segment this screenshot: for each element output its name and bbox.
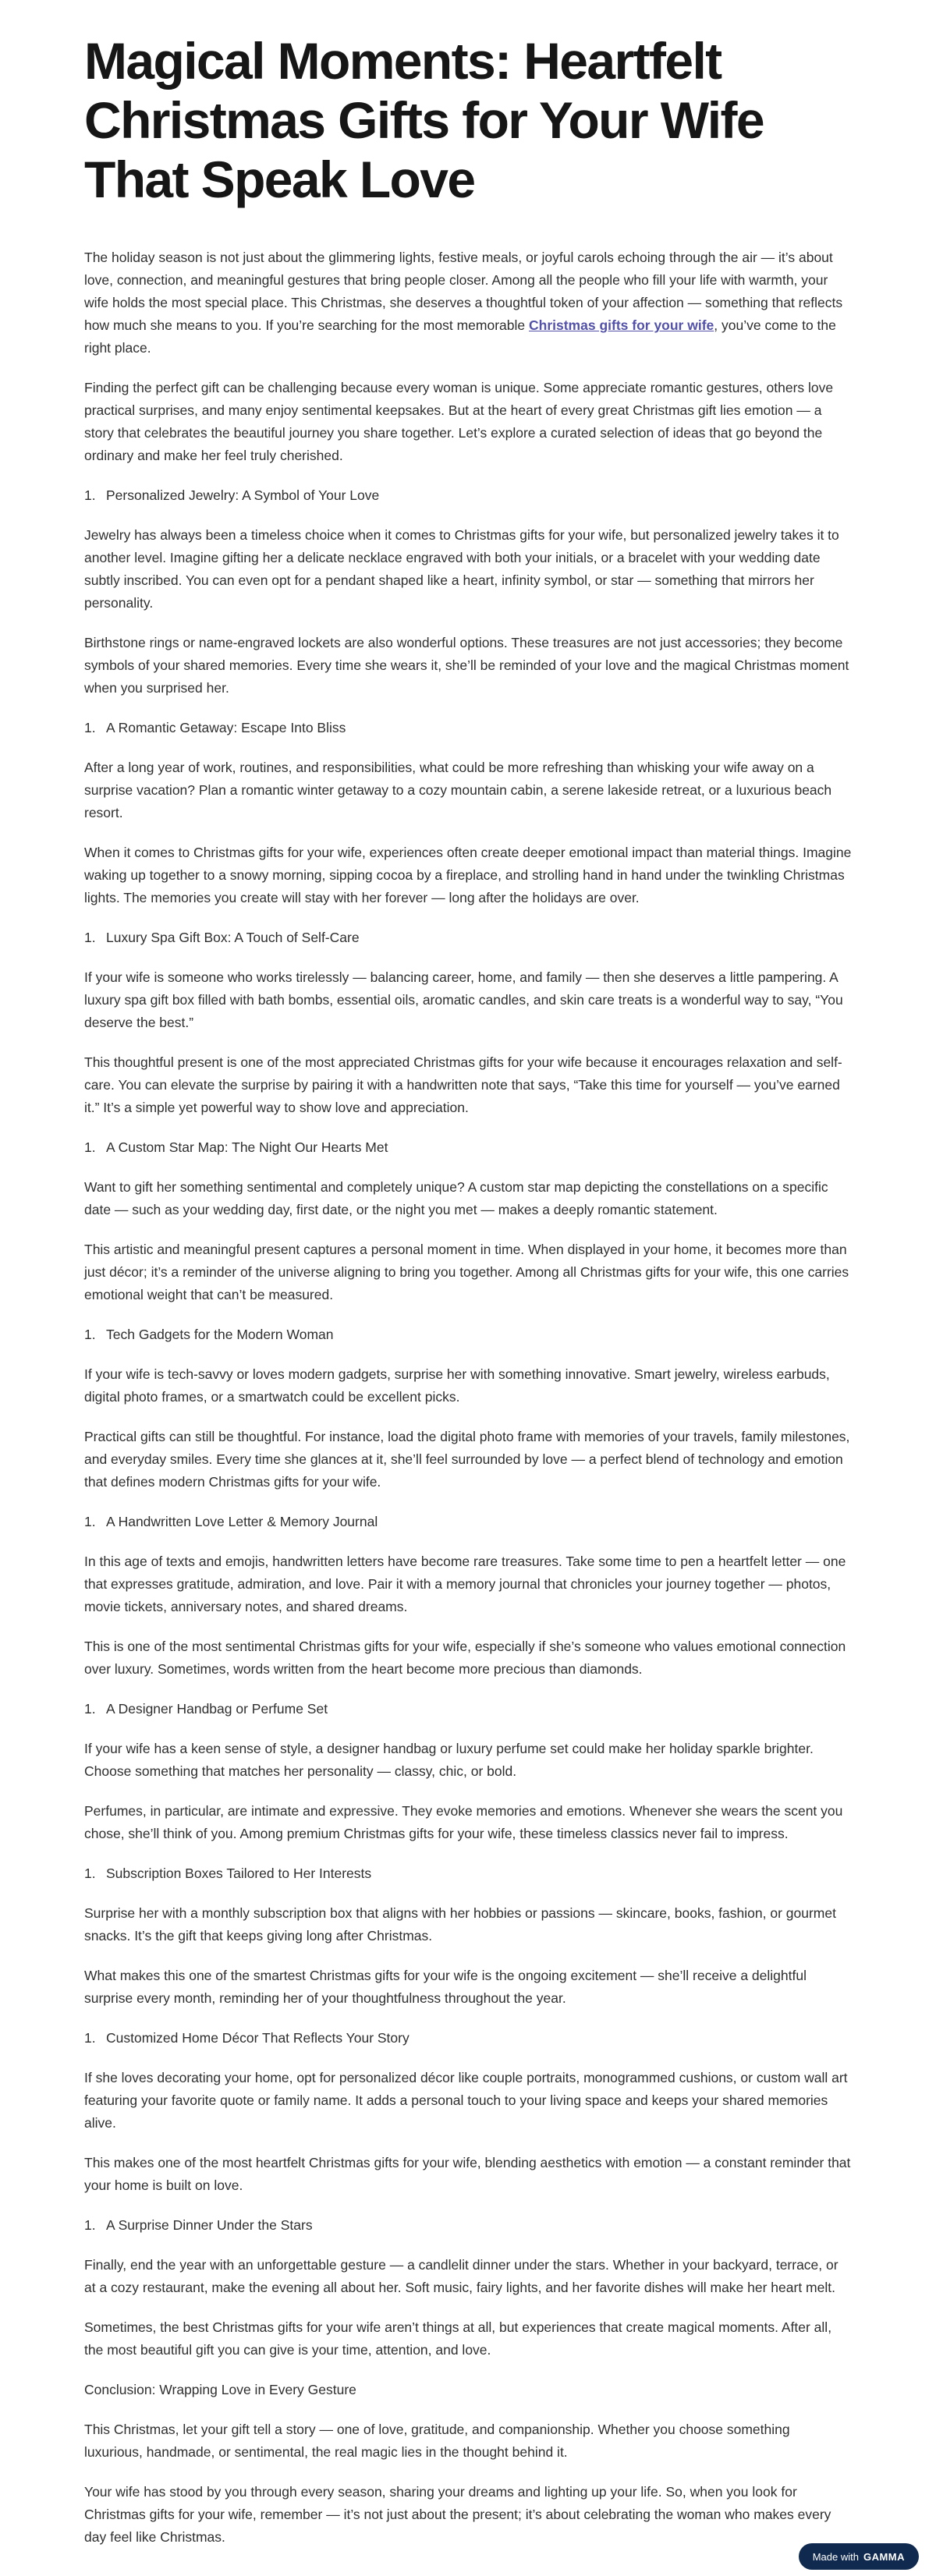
made-with-gamma-badge[interactable] <box>799 2543 919 2570</box>
list-number: 1. <box>84 487 96 503</box>
badge-prefix: Made with <box>812 2550 859 2563</box>
intro-text-after-link: , you’ve come to the right place. <box>84 317 836 356</box>
section-heading-handbag-perfume <box>84 1698 852 1720</box>
list-number: 1. <box>84 2030 96 2046</box>
section-heading-spa-gift-box <box>84 927 852 949</box>
article <box>84 31 852 2566</box>
section-paragraph: Practical gifts can still be thoughtful. For instance, load the digital photo frame with memories of your travels, family milestones, and everyday smiles. Every time she glances at it, she’ll feel surrounded by love — a perfect blend of technology and emotion that defines modern Christmas gifts for your wife. <box>84 1429 850 1490</box>
section-paragraph: This thoughtful present is one of the most appreciated Christmas gifts for your wife because it encourages relaxation and self-care. You can elevate the surprise by pairing it with a handwritten note that says, “Take this time for yourself — you’ve earned it.” It’s a simple yet powerful way to show love and appreciation. <box>84 1054 842 1115</box>
intro-paragraph-2: Finding the perfect gift can be challenging because every woman is unique. Some appreciate romantic gestures, others love practical surprises, and many enjoy sentimental keepsakes. But at the heart of every great Christmas gift lies emotion — a story that celebrates the beautiful journey you share together. Let’s explore a curated selection of ideas that go beyond the ordinary and make her feel truly cherished. <box>84 380 834 463</box>
section-heading-text: Subscription Boxes Tailored to Her Interests <box>106 1866 372 1881</box>
section-paragraph: This artistic and meaningful present captures a personal moment in time. When displayed in your home, it becomes more than just décor; it’s a reminder of the universe aligning to bring you together. Among all Christmas gifts for your wife, this one carries emotional weight that can’t be measured. <box>84 1242 849 1302</box>
section-paragraph: Perfumes, in particular, are intimate and expressive. They evoke memories and emotions. Whenever she wears the scent you chose, she’ll think of you. Among premium Christmas gifts for your wife, these timeless classics never fail to impress. <box>84 1803 843 1841</box>
section-heading-tech-gadgets <box>84 1323 852 1346</box>
christmas-gifts-link[interactable]: Christmas gifts for your wife <box>529 317 714 333</box>
section-paragraph: If your wife has a keen sense of style, a designer handbag or luxury perfume set could make her holiday sparkle brighter. Choose something that matches her personality — classy, chic, or bold. <box>84 1741 814 1779</box>
conclusion-heading: Conclusion: Wrapping Love in Every Gesture <box>84 2382 356 2397</box>
section-paragraph: What makes this one of the smartest Christmas gifts for your wife is the ongoing excitement — she’ll receive a delightful surprise every month, reminding her of your thoughtfulness throughout the year. <box>84 1968 807 2006</box>
section-heading-star-map <box>84 1136 852 1159</box>
section-heading-text: A Romantic Getaway: Escape Into Bliss <box>106 720 346 735</box>
section-heading-subscription-boxes <box>84 1862 852 1885</box>
section-heading-personalized-jewelry <box>84 484 852 507</box>
section-paragraph: Want to gift her something sentimental and completely unique? A custom star map depicting the constellations on a specific date — such as your wedding day, first date, or the night you met — makes a deeply romantic statement. <box>84 1179 828 1217</box>
section-heading-home-decor <box>84 2027 852 2050</box>
section-paragraph: This makes one of the most heartfelt Christmas gifts for your wife, blending aesthetics with emotion — a constant reminder that your home is built on love. <box>84 2155 851 2193</box>
list-number: 1. <box>84 1701 96 1717</box>
list-number: 1. <box>84 1514 96 1529</box>
section-heading-text: A Custom Star Map: The Night Our Hearts Met <box>106 1139 388 1155</box>
section-paragraph: When it comes to Christmas gifts for your wife, experiences often create deeper emotional impact than material things. Imagine waking up together to a snowy morning, sipping cocoa by a fireplace, and strolling hand in hand under the twinkling Christmas lights. The memories you create will stay with her forever — long after the holidays are over. <box>84 845 852 905</box>
section-heading-text: A Surprise Dinner Under the Stars <box>106 2217 313 2233</box>
section-heading-text: Personalized Jewelry: A Symbol of Your Love <box>106 487 380 503</box>
section-paragraph: If your wife is tech-savvy or loves modern gadgets, surprise her with something innovative. Smart jewelry, wireless earbuds, digital photo frames, or a smartwatch could be excellent picks. <box>84 1366 830 1405</box>
list-number: 1. <box>84 930 96 945</box>
gamma-logo: GAMMA <box>863 2550 905 2563</box>
section-heading-text: Luxury Spa Gift Box: A Touch of Self-Care <box>106 930 360 945</box>
page-title: Magical Moments: Heartfelt Christmas Gifts for Your Wife That Speak Love <box>84 32 764 208</box>
section-paragraph: After a long year of work, routines, and responsibilities, what could be more refreshing than whisking your wife away on a surprise vacation? Plan a romantic winter getaway to a cozy mountain cabin, a serene lakeside retreat, or a luxurious beach resort. <box>84 760 832 820</box>
list-number: 1. <box>84 1139 96 1155</box>
section-paragraph: This is one of the most sentimental Christmas gifts for your wife, especially if she’s someone who values emotional connection over luxury. Sometimes, words written from the heart become more precious than diamonds. <box>84 1639 846 1677</box>
section-heading-text: Customized Home Décor That Reflects Your Story <box>106 2030 410 2046</box>
section-paragraph: Finally, end the year with an unforgettable gesture — a candlelit dinner under the stars. Whether in your backyard, terrace, or at a cozy restaurant, make the evening all about her. Soft music, fairy lights, and her favorite dishes will make her heart melt. <box>84 2257 838 2295</box>
section-paragraph: Sometimes, the best Christmas gifts for your wife aren’t things at all, but experiences that create magical moments. After all, the most beautiful gift you can give is your time, attention, and love. <box>84 2319 832 2358</box>
section-heading-love-letter <box>84 1511 852 1533</box>
section-paragraph: Surprise her with a monthly subscription box that aligns with her hobbies or passions — skincare, books, fashion, or gourmet snacks. It’s the gift that keeps giving long after Christmas. <box>84 1905 836 1944</box>
section-heading-text: A Handwritten Love Letter & Memory Journal <box>106 1514 378 1529</box>
list-number: 1. <box>84 1866 96 1881</box>
section-heading-text: Tech Gadgets for the Modern Woman <box>106 1327 334 1342</box>
section-heading-surprise-dinner <box>84 2214 852 2237</box>
section-paragraph: Jewelry has always been a timeless choice when it comes to Christmas gifts for your wife, but personalized jewelry takes it to another level. Imagine gifting her a delicate necklace engraved with both your initials, or a bracelet with your wedding date subtly inscribed. You can even opt for a pendant shaped like a heart, infinity symbol, or star — something that mirrors her personality. <box>84 527 839 611</box>
conclusion-paragraph: This Christmas, let your gift tell a story — one of love, gratitude, and companionship. Whether you choose something luxurious, handmade, or sentimental, the real magic lies in the thought behind it. <box>84 2422 790 2460</box>
section-paragraph: If your wife is someone who works tirelessly — balancing career, home, and family — then she deserves a little pampering. A luxury spa gift box filled with bath bombs, essential oils, aromatic candles, and skin care treats is a wonderful way to say, “You deserve the best.” <box>84 969 843 1030</box>
section-heading-text: A Designer Handbag or Perfume Set <box>106 1701 328 1717</box>
section-paragraph: If she loves decorating your home, opt for personalized décor like couple portraits, monogrammed cushions, or custom wall art featuring your favorite quote or family name. It adds a personal touch to your living space and keeps your shared memories alive. <box>84 2070 848 2131</box>
intro-paragraph-1 <box>84 246 852 360</box>
section-heading-romantic-getaway <box>84 717 852 739</box>
section-paragraph: In this age of texts and emojis, handwritten letters have become rare treasures. Take some time to pen a heartfelt letter — one that expresses gratitude, admiration, and love. Pair it with a memory journal that chronicles your journey together — photos, movie tickets, anniversary notes, and shared dreams. <box>84 1554 846 1614</box>
list-number: 1. <box>84 720 96 735</box>
list-number: 1. <box>84 2217 96 2233</box>
section-paragraph: Birthstone rings or name-engraved lockets are also wonderful options. These treasures are not just accessories; they become symbols of your shared memories. Every time she wears it, she’ll be reminded of your love and the magical Christmas moment when you surprised her. <box>84 635 849 696</box>
intro-text-before-link: The holiday season is not just about the glimmering lights, festive meals, or joyful carols echoing through the air — it’s about love, connection, and meaningful gestures that bring people closer. Among all the people who fill your life with warmth, your wife holds the most special place. This Christmas, she deserves a thoughtful token of your affection — something that reflects how much she means to you. If you’re searching for the most memorable <box>84 250 843 333</box>
conclusion-paragraph: Your wife has stood by you through every season, sharing your dreams and lighting up your life. So, when you look for Christmas gifts for your wife, remember — it’s not just about the present; it’s about celebrating the woman who makes every day feel like Christmas. <box>84 2484 831 2545</box>
list-number: 1. <box>84 1327 96 1342</box>
